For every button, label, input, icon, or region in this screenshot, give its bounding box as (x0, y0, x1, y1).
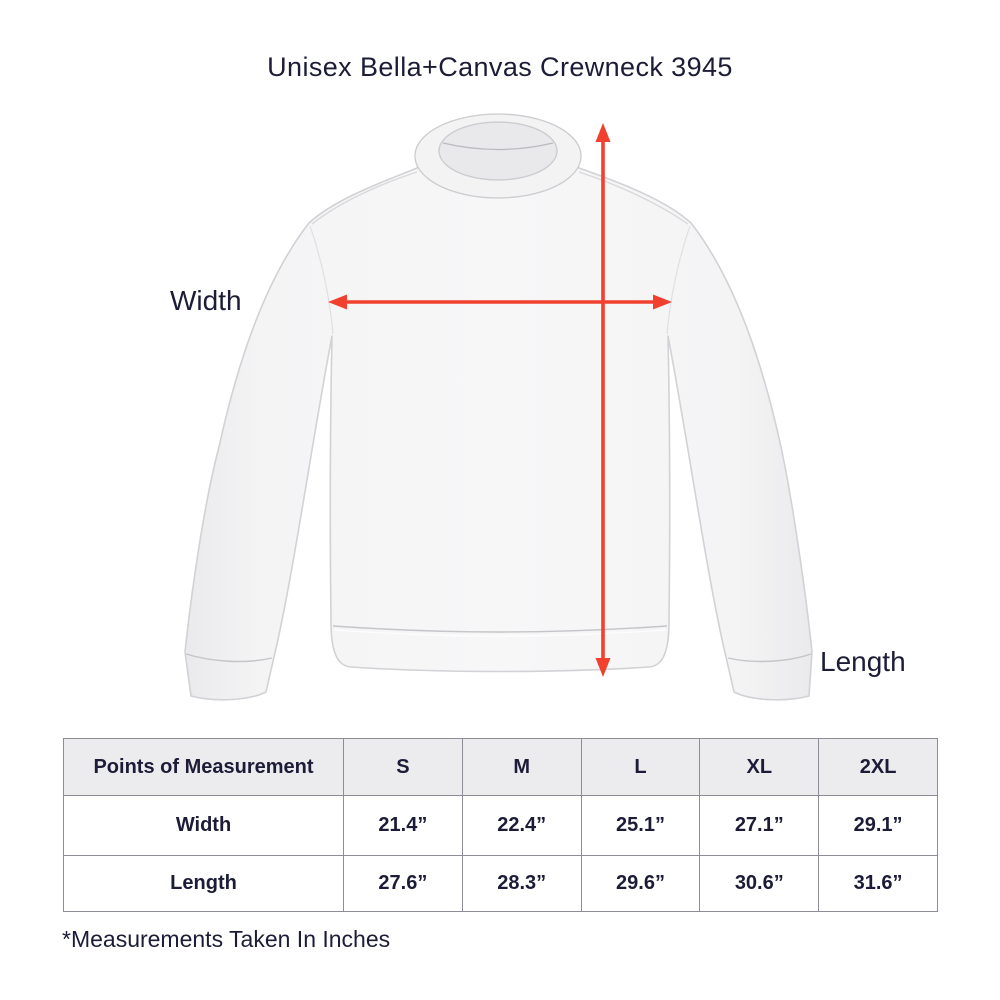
header-size-m: M (462, 739, 581, 796)
length-value-xl: 30.6” (700, 856, 819, 912)
measurements-footnote: *Measurements Taken In Inches (62, 926, 391, 952)
page-title: Unisex Bella+Canvas Crewneck 3945 (267, 52, 733, 82)
header-size-2xl: 2XL (819, 739, 938, 796)
table-row-width (64, 796, 938, 856)
header-size-l: L (581, 739, 700, 796)
table-row-length (64, 856, 938, 912)
size-table-header-row (64, 739, 938, 796)
width-value-xl: 27.1” (700, 796, 819, 856)
size-table (63, 738, 938, 912)
header-size-s: S (344, 739, 463, 796)
header-size-xl: XL (700, 739, 819, 796)
width-label: Width (170, 285, 242, 316)
row-label-width: Width (64, 796, 344, 856)
header-points-of-measurement: Points of Measurement (64, 739, 344, 796)
length-value-m: 28.3” (462, 856, 581, 912)
length-value-l: 29.6” (581, 856, 700, 912)
width-value-l: 25.1” (581, 796, 700, 856)
width-value-m: 22.4” (462, 796, 581, 856)
width-value-2xl: 29.1” (819, 796, 938, 856)
row-label-length: Length (64, 856, 344, 912)
length-value-2xl: 31.6” (819, 856, 938, 912)
length-value-s: 27.6” (344, 856, 463, 912)
width-value-s: 21.4” (344, 796, 463, 856)
length-label: Length (820, 646, 906, 677)
sweatshirt-body (185, 135, 812, 700)
